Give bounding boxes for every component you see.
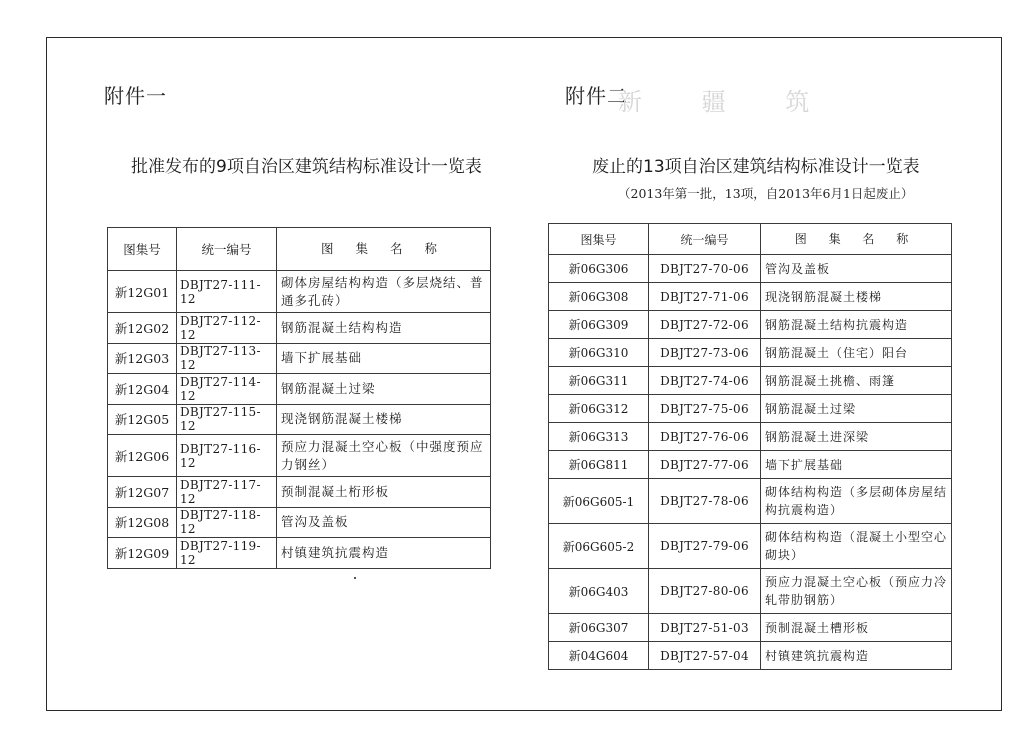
cell-number: DBJT27-80-06 (649, 569, 761, 614)
cell-name: 预制混凝土槽形板 (761, 614, 952, 642)
table-row (549, 569, 952, 614)
cell-name: 现浇钢筋混凝土楼梯 (277, 404, 491, 435)
cell-number: DBJT27-117-12 (177, 477, 277, 508)
cell-number: DBJT27-76-06 (649, 423, 761, 451)
cell-code: 新12G04 (108, 374, 177, 405)
cell-name: 钢筋混凝土（住宅）阳台 (761, 339, 952, 367)
cell-number: DBJT27-57-04 (649, 642, 761, 670)
table-row (549, 367, 952, 395)
cell-code: 新06G306 (549, 255, 649, 283)
table-row (549, 395, 952, 423)
cell-code: 新06G307 (549, 614, 649, 642)
table-row (549, 479, 952, 524)
watermark: 新 疆 筑 (618, 88, 836, 116)
cell-name: 预制混凝土桁形板 (277, 477, 491, 508)
annex1-table (107, 227, 491, 569)
cell-number: DBJT27-72-06 (649, 311, 761, 339)
table-header-row (549, 224, 952, 255)
cell-name: 钢筋混凝土进深梁 (761, 423, 952, 451)
cell-code: 新12G09 (108, 538, 177, 569)
table-row (108, 374, 491, 405)
cell-name: 墙下扩展基础 (761, 451, 952, 479)
cell-name: 砌体结构构造（多层砌体房屋结构抗震构造） (761, 479, 952, 524)
cell-code: 新12G06 (108, 435, 177, 477)
cell-code: 新06G310 (549, 339, 649, 367)
cell-name: 墙下扩展基础 (277, 343, 491, 374)
cell-code: 新06G309 (549, 311, 649, 339)
cell-code: 新06G605-2 (549, 524, 649, 569)
cell-name: 村镇建筑抗震构造 (761, 642, 952, 670)
cell-code: 新12G07 (108, 477, 177, 508)
cell-code: 新06G605-1 (549, 479, 649, 524)
cell-name: 砌体结构构造（混凝土小型空心砌块） (761, 524, 952, 569)
header-number: 统一编号 (177, 228, 277, 271)
speck (354, 577, 356, 579)
cell-code: 新12G08 (108, 507, 177, 538)
cell-code: 新04G604 (549, 642, 649, 670)
cell-name: 预应力混凝土空心板（中强度预应力钢丝） (277, 435, 491, 477)
cell-number: DBJT27-115-12 (177, 404, 277, 435)
cell-name: 钢筋混凝土结构抗震构造 (761, 311, 952, 339)
annex2-title: 废止的13项自治区建筑结构标准设计一览表 (592, 157, 920, 177)
cell-number: DBJT27-114-12 (177, 374, 277, 405)
header-code: 图集号 (108, 228, 177, 271)
cell-number: DBJT27-70-06 (649, 255, 761, 283)
cell-number: DBJT27-78-06 (649, 479, 761, 524)
cell-name: 钢筋混凝土挑檐、雨篷 (761, 367, 952, 395)
cell-code: 新12G05 (108, 404, 177, 435)
cell-name: 预应力混凝土空心板（预应力冷轧带肋钢筋） (761, 569, 952, 614)
annex1-label: 附件一 (104, 84, 167, 108)
table-row (549, 524, 952, 569)
cell-code: 新06G313 (549, 423, 649, 451)
table-row (549, 311, 952, 339)
header-name: 图 集 名 称 (761, 224, 952, 255)
cell-code: 新12G01 (108, 271, 177, 313)
table-row (549, 423, 952, 451)
header-name: 图 集 名 称 (277, 228, 491, 271)
header-number: 统一编号 (649, 224, 761, 255)
table-row (549, 642, 952, 670)
table-row (549, 451, 952, 479)
annex2-label: 附件二 (565, 84, 628, 108)
cell-number: DBJT27-75-06 (649, 395, 761, 423)
cell-name: 钢筋混凝土过梁 (277, 374, 491, 405)
table-row (108, 404, 491, 435)
cell-name: 村镇建筑抗震构造 (277, 538, 491, 569)
cell-code: 新06G311 (549, 367, 649, 395)
table-row (108, 477, 491, 508)
cell-code: 新12G03 (108, 343, 177, 374)
table-row (108, 343, 491, 374)
table-row (549, 283, 952, 311)
cell-code: 新06G811 (549, 451, 649, 479)
table-row (549, 614, 952, 642)
cell-number: DBJT27-119-12 (177, 538, 277, 569)
cell-name: 管沟及盖板 (761, 255, 952, 283)
table-row (108, 538, 491, 569)
table-header-row (108, 228, 491, 271)
header-code: 图集号 (549, 224, 649, 255)
cell-number: DBJT27-73-06 (649, 339, 761, 367)
cell-number: DBJT27-51-03 (649, 614, 761, 642)
table-row (108, 507, 491, 538)
cell-code: 新06G403 (549, 569, 649, 614)
table-row (108, 271, 491, 313)
cell-code: 新12G02 (108, 313, 177, 344)
table-row (549, 255, 952, 283)
cell-number: DBJT27-79-06 (649, 524, 761, 569)
table-row (108, 313, 491, 344)
cell-number: DBJT27-74-06 (649, 367, 761, 395)
table-row (108, 435, 491, 477)
cell-name: 现浇钢筋混凝土楼梯 (761, 283, 952, 311)
cell-name: 管沟及盖板 (277, 507, 491, 538)
table-row (549, 339, 952, 367)
annex2-subtitle: （2013年第一批，13项，自2013年6月1日起废止） (618, 186, 914, 201)
annex2-table (548, 223, 952, 670)
cell-name: 钢筋混凝土过梁 (761, 395, 952, 423)
cell-number: DBJT27-118-12 (177, 507, 277, 538)
annex1-title: 批准发布的9项自治区建筑结构标准设计一览表 (131, 157, 482, 177)
cell-number: DBJT27-112-12 (177, 313, 277, 344)
cell-number: DBJT27-113-12 (177, 343, 277, 374)
cell-number: DBJT27-111-12 (177, 271, 277, 313)
cell-code: 新06G308 (549, 283, 649, 311)
cell-name: 钢筋混凝土结构构造 (277, 313, 491, 344)
cell-number: DBJT27-77-06 (649, 451, 761, 479)
cell-number: DBJT27-116-12 (177, 435, 277, 477)
cell-code: 新06G312 (549, 395, 649, 423)
cell-name: 砌体房屋结构构造（多层烧结、普通多孔砖） (277, 271, 491, 313)
cell-number: DBJT27-71-06 (649, 283, 761, 311)
